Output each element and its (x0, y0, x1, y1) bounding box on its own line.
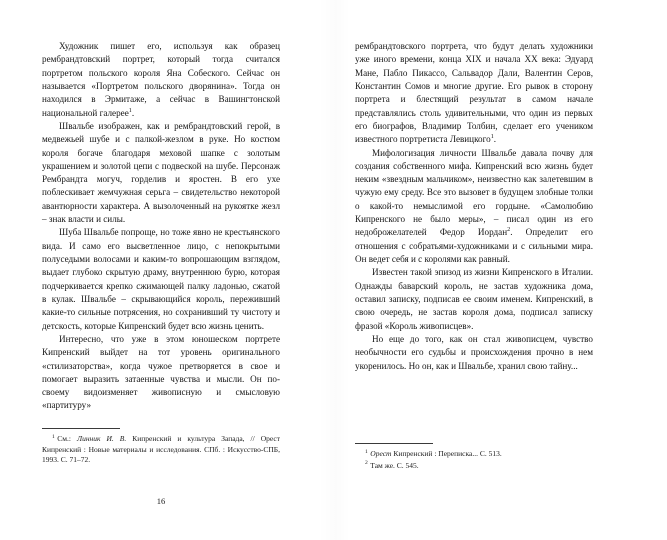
paragraph-text: Но еще до того, как он стал живописцем, чувство необычности его судьбы и происхождения прочно в нем укоренилось. Но он, как и Швальбе, хранил свою тайну... (355, 333, 593, 371)
paragraph-text: Мифологизация личности Швальбе давала почву для создания собственного мифа. Кипренский всю жизнь будет неким «звездным мальчиком», неизвестно как залетевшим в чужую ему среду. Все это вызовет в будущем злобные толки о какой-то немыслимой его гордыне. «Самолюбию Кипренского не было меры», – писал один из его недоброжелателей Федор Иордан (355, 147, 593, 238)
paragraph: Художник пишет его, используя как образец рембрандтовский портрет, который тогда считался портретом польского короля Яна Собеского. Сейчас он называется «Портретом польского дворянина». Тогда он находился в Эрмитаже, а сейчас в Вашингтонской национальной галерее$^1$. (42, 41, 280, 118)
right-page (334, 0, 667, 540)
paragraph (355, 147, 593, 267)
paragraph: рембрандтовского портрета, что будут делать художники уже иного времени, конца XIX и начала XX века: Эдуард Мане, Пабло Пикассо, Сальвадор Дали, Валентин Серов, Константин Сомов и многие другие. Его рывок в сторону портрета и блестящий результат в самом начале представлялись столь удивительными, что один из первых его биографов, Владимир Толбин, сделает его учеником известного портретиста Левицкого$^1$. (355, 41, 593, 145)
footnote-item (355, 449, 593, 460)
right-page-textblock (355, 40, 593, 373)
paragraph (42, 226, 280, 333)
footnote-separator-rule (42, 428, 120, 429)
paragraph (355, 333, 593, 373)
paragraph-text: Известен такой эпизод из жизни Кипренского в Италии. Однажды баварский король, не застав художника дома, оставил записку, подписав ее своим именем. Кипренский, в свою очередь, не застав короля дома, подписал записку фразой «Король живописцев». (355, 267, 593, 331)
footnote-ref-1[interactable]: 1 (128, 106, 132, 114)
paragraph-text: Интересно, что уже в этом юношеском портрете Кипренский выйдет на тот уровень оригинального «стилизаторства», когда чужое претворяется в свое и помогает выразить затаенные чувства и мысли. Он по-своему видоизменяет живописную и смысловую «партитуру» (42, 333, 280, 411)
paragraph (42, 120, 280, 227)
footnote-author: Линник И. В. (77, 434, 127, 443)
footnote-item (42, 434, 280, 466)
paragraph-text: Швальбе изображен, как и рембрандтовский герой, в медвежьей шубе и с палкой-жезлом в руке. Но костюм короля богаче благодаря меховой шапке с золотым украшением и золотой цепи с подвеской на шубе. Персонаж Рембрандта могуч, горделив и яростен. В его ухе поблескивает жемчужная серьга – свидетельство некоторой авантюрности характера. А вызолоченный на рукоятке жезл – знак власти и силы. (42, 120, 280, 225)
footnote-ref-1[interactable]: 1 (490, 133, 494, 141)
paragraph-text: рембрандтовского портрета, что будут делать художники уже иного времени, конца XIX и начала XX века: Эдуард Мане, Пабло Пикассо, Сальвадор Дали, Валентин Серов, Константин Сомов и многие другие. Его рывок в сторону портрета и блестящий результат в самом начале представлялись столь удивительными, что один из первых его биографов, Владимир Толбин, сделает его учеником известного портретиста Левицкого (355, 41, 593, 145)
left-page-textblock (42, 40, 280, 413)
paragraph (355, 266, 593, 333)
footnote-text: Там же. С. 545. (370, 460, 419, 470)
footnote-ref-2[interactable]: 2 (507, 226, 511, 234)
footnote-prefix: См.: (57, 434, 77, 443)
footnote-title: Орест (370, 449, 392, 458)
footnote-number: 1 (52, 433, 55, 440)
page-number: 16 (156, 496, 166, 506)
footnote-number: 1 (365, 448, 368, 455)
footnote-number: 2 (365, 460, 368, 467)
paragraph-text: Художник пишет его, используя как образец рембрандтовский портрет, который тогда считался портретом польского короля Яна Собеского. Сейчас он называется «Портретом польского дворянина». Тогда он находился в Эрмитаже, а сейчас в Вашингтонской национальной галерее (42, 41, 280, 118)
footnote-item (355, 461, 593, 472)
footnote-separator-rule (355, 443, 433, 444)
footnote-text: Кипренский и культура Запада, // Орест Кипренский : Новые материалы и исследования. СПб. : Искусство-СПБ, 1993. С. 71–72. (42, 434, 280, 465)
left-page-footnotes (42, 428, 280, 467)
paragraph-text: Шуба Швальбе попроще, но тоже явно не крестьянского вида. И само его высветленное лицо, с непокрытыми полуседыми волосами и каким-то вопрошающим взглядом, выдает глубоко скрытую драму, внутреннюю бурю, которая подчеркивается крепко сжимающей палку ладонью, сжатой в кулак. Швальбе – скрывающийся король, переживший какие-то сильные потрясения, но сохранивший ту чистоту и детскость, которые Кипренский будет всю жизнь ценить. (42, 227, 280, 331)
footnote-text: Кипренский : Переписка... С. 513. (391, 449, 502, 458)
right-page-footnotes (355, 443, 593, 472)
paragraph-text-cont: . Определит его отношения с собратьями-художниками и с сильными мира. Он ведет себя и с королями как равный. (355, 227, 593, 264)
paragraph (42, 333, 280, 413)
